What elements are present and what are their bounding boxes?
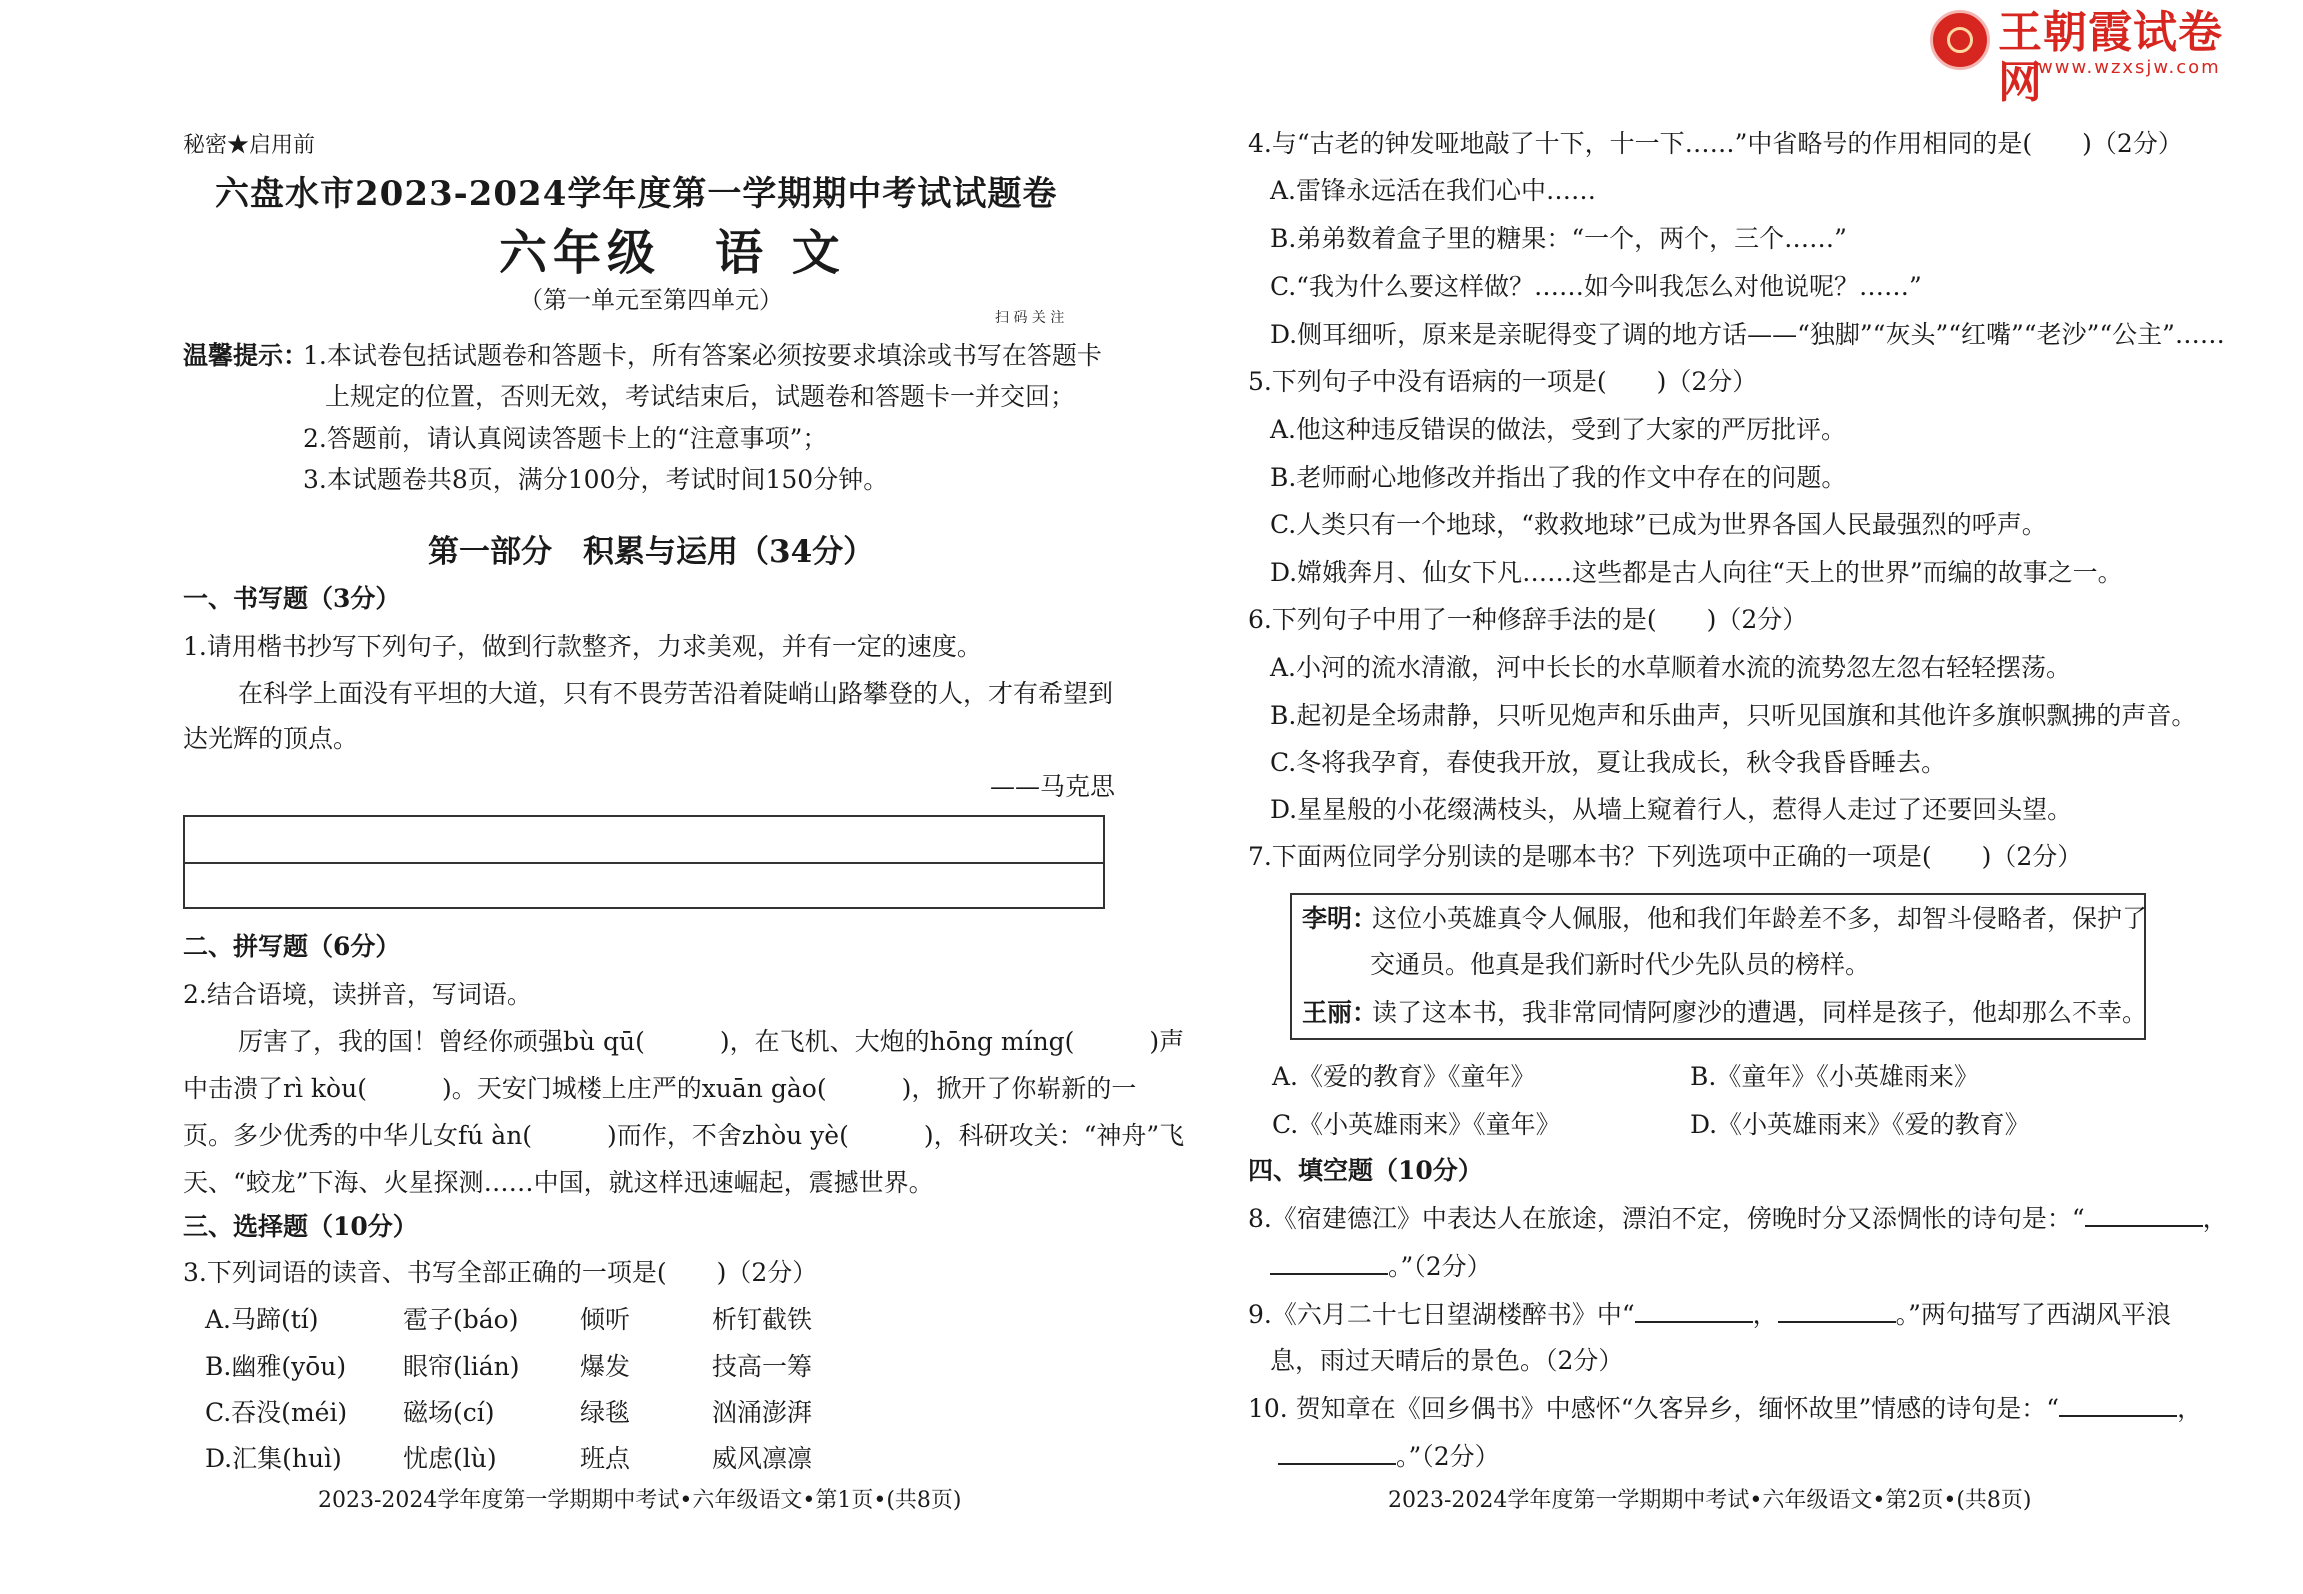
scan-follow-label: 扫 码 关 注 xyxy=(995,310,1065,326)
tip-line: 1.本试卷包括试题卷和答题卡，所有答案必须按要求填涂或书写在答题卡 xyxy=(303,341,1102,370)
q3-option-word: 眼帘(lián) xyxy=(403,1352,520,1381)
q6-option-d[interactable]: D.星星般的小花缀满枝头，从墙上窥着行人，惹得人走过了还要回头望。 xyxy=(1270,795,2073,824)
q5-option-d[interactable]: D.嫦娥奔月、仙女下凡……这些都是古人向往“天上的世界”而编的故事之一。 xyxy=(1270,558,2123,587)
q4-option-d[interactable]: D.侧耳细听，原来是亲昵得变了调的地方话——“独脚”“灰头”“红嘴”“老沙”“公主”…… xyxy=(1270,320,2225,349)
section1-heading: 一、书写题（3分） xyxy=(183,584,401,613)
q6-option-a[interactable]: A.小河的流水清澈，河中长长的水草顺着水流的流势忽左忽右轻轻摆荡。 xyxy=(1270,653,2072,682)
part1-heading: 第一部分 积累与运用（34分） xyxy=(428,534,875,570)
q9-comma: ， xyxy=(1752,1300,1778,1329)
q3-option-b[interactable]: B.幽雅(yōu) xyxy=(205,1352,347,1381)
q3-option-word: 汹涌澎湃 xyxy=(712,1398,813,1427)
q3-option-word: 雹子(báo) xyxy=(403,1305,519,1334)
section3-heading: 三、选择题（10分） xyxy=(183,1212,418,1241)
q8-blank[interactable] xyxy=(1270,1251,1388,1275)
question-5: 5.下列句子中没有语病的一项是( )（2分） xyxy=(1248,367,1758,396)
tips-label: 温馨提示： xyxy=(183,341,309,370)
q10-comma: ， xyxy=(2177,1394,2203,1423)
q3-option-word: 忧虑(lù) xyxy=(403,1444,497,1473)
q4-option-a[interactable]: A.雷锋永远活在我们心中…… xyxy=(1270,176,1597,205)
q1-quote-line: 在科学上面没有平坦的大道，只有不畏劳苦沿着陡峭山路攀登的人，才有希望到 xyxy=(238,679,1114,708)
q9-line-2: 息，雨过天晴后的景色。（2分） xyxy=(1270,1346,1624,1375)
q4-option-c[interactable]: C.“我为什么要这样做？……如今叫我怎么对他说呢？……” xyxy=(1270,272,1922,301)
logo-url: www.wzxsjw.com xyxy=(2038,57,2221,78)
q7-liming-text: 这位小英雄真令人佩服，他和我们年龄差不多，却智斗侵略者，保护了 xyxy=(1372,904,2148,933)
question-3: 3.下列词语的读音、书写全部正确的一项是( )（2分） xyxy=(183,1258,818,1287)
q2-passage-line: 中击溃了rì kòu( )。天安门城楼上庄严的xuān gào( )，掀开了你崭新的一 xyxy=(183,1074,1137,1103)
q1-author: ——马克思 xyxy=(990,772,1116,801)
question-2: 2.结合语境，读拼音，写词语。 xyxy=(183,980,532,1009)
q10-tail: 。”（2分） xyxy=(1396,1442,1500,1471)
q2-passage-line: 天、“蛟龙”下海、火星探测……中国，就这样迅速崛起，震撼世界。 xyxy=(183,1168,934,1197)
q3-option-a[interactable]: A.马蹄(tí) xyxy=(205,1305,319,1334)
q2-passage-line: 页。多少优秀的中华儿女fú àn( )而作，不舍zhòu yè( )，科研攻关：“神舟”飞 xyxy=(183,1121,1185,1150)
question-8 xyxy=(1248,1202,2228,1236)
q3-option-c[interactable]: C.吞没(méi) xyxy=(205,1398,348,1427)
q10-blank[interactable] xyxy=(1278,1441,1396,1465)
q5-option-a[interactable]: A.他这种违反错误的做法，受到了大家的严厉批评。 xyxy=(1270,415,1847,444)
section2-heading: 二、拼写题（6分） xyxy=(183,932,401,961)
q3-option-word: 技高一筹 xyxy=(712,1352,813,1381)
logo-emblem-icon xyxy=(1930,10,1990,70)
page1-footer: 2023-2024学年度第一学期期中考试•六年级语文•第1页•(共8页) xyxy=(318,1488,962,1513)
q8-blank[interactable] xyxy=(2085,1203,2203,1227)
q1-quote-line: 达光辉的顶点。 xyxy=(183,724,359,753)
logo-title: 王朝霞试卷网 xyxy=(1998,7,2223,108)
q3-option-word: 威风凛凛 xyxy=(712,1444,813,1473)
q10-blank[interactable] xyxy=(2059,1393,2177,1417)
q7-option-d[interactable]: D.《小英雄雨来》《爱的教育》 xyxy=(1690,1110,2030,1139)
question-10 xyxy=(1248,1392,2202,1426)
question-4: 4.与“古老的钟发哑地敲了十下，十一下……”中省略号的作用相同的是( )（2分） xyxy=(1248,129,2183,158)
q8-text: 8.《宿建德江》中表达人在旅途，漂泊不定，傍晚时分又添惆怅的诗句是：“ xyxy=(1248,1204,2085,1233)
q3-option-d[interactable]: D.汇集(huì) xyxy=(205,1444,342,1473)
question-7: 7.下面两位同学分别读的是哪本书？下列选项中正确的一项是( )（2分） xyxy=(1248,842,2083,871)
tip-line: 2.答题前，请认真阅读答题卡上的“注意事项”； xyxy=(303,424,828,453)
handwriting-box[interactable] xyxy=(183,815,1105,909)
page2-footer: 2023-2024学年度第一学期期中考试•六年级语文•第2页•(共8页) xyxy=(1388,1488,2032,1513)
site-logo xyxy=(1930,7,2230,108)
q9-tail: 。”两句描写了西湖风平浪 xyxy=(1895,1300,2171,1329)
q5-option-b[interactable]: B.老师耐心地修改并指出了我的作文中存在的问题。 xyxy=(1270,463,1847,492)
q9-blank[interactable] xyxy=(1635,1299,1753,1323)
question-9 xyxy=(1248,1298,2171,1332)
q2-passage-line: 厉害了，我的国！曾经你顽强bù qū( )，在飞机、大炮的hōng míng( )声 xyxy=(238,1027,1185,1056)
q3-option-word: 爆发 xyxy=(580,1352,631,1381)
q10-text: 10. 贺知章在《回乡偶书》中感怀“久客异乡，缅怀故里”情感的诗句是：“ xyxy=(1248,1394,2060,1423)
q4-option-b[interactable]: B.弟弟数着盒子里的糖果：“一个，两个，三个……” xyxy=(1270,224,1847,253)
q6-option-b[interactable]: B.起初是全场肃静，只听见炮声和乐曲声，只听见国旗和其他许多旗帜飘拂的声音。 xyxy=(1270,701,2197,730)
question-1: 1.请用楷书抄写下列句子，做到行款整齐，力求美观，并有一定的速度。 xyxy=(183,632,982,661)
q9-text: 9.《六月二十七日望湖楼醉书》中“ xyxy=(1248,1300,1635,1329)
exam-title: 六盘水市2023-2024学年度第一学期期中考试试题卷 xyxy=(215,174,1058,214)
q3-option-word: 倾听 xyxy=(580,1305,631,1334)
exam-scope: （第一单元至第四单元） xyxy=(519,286,783,314)
q8-tail: 。”（2分） xyxy=(1388,1252,1492,1281)
q3-option-word: 班点 xyxy=(580,1444,631,1473)
tip-line: 上规定的位置，否则无效，考试结束后，试题卷和答题卡一并交回； xyxy=(325,382,1076,411)
tip-line: 3.本试题卷共8页，满分100分，考试时间150分钟。 xyxy=(303,465,889,494)
q3-option-word: 绿毯 xyxy=(580,1398,631,1427)
q8-comma: ， xyxy=(2202,1204,2228,1233)
secret-label: 秘密★启用前 xyxy=(183,133,316,158)
q7-option-c[interactable]: C.《小英雄雨来》《童年》 xyxy=(1272,1110,1561,1139)
q6-option-c[interactable]: C.冬将我孕育，春使我开放，夏让我成长，秋令我昏昏睡去。 xyxy=(1270,748,1947,777)
q5-option-c[interactable]: C.人类只有一个地球，“救救地球”已成为世界各国人民最强烈的呼声。 xyxy=(1270,510,2047,539)
q7-wangli-name: 王丽： xyxy=(1302,998,1378,1027)
q7-option-b[interactable]: B.《童年》《小英雄雨来》 xyxy=(1690,1062,1979,1091)
q7-liming-text: 交通员。他真是我们新时代少先队员的榜样。 xyxy=(1370,950,1871,979)
q7-wangli-text: 读了这本书，我非常同情阿廖沙的遭遇，同样是孩子，他却那么不幸。 xyxy=(1372,998,2148,1027)
q9-blank[interactable] xyxy=(1778,1299,1896,1323)
q7-liming-name: 李明： xyxy=(1302,904,1378,933)
q10-line-2 xyxy=(1278,1440,1500,1474)
q3-option-word: 析钉截铁 xyxy=(712,1305,813,1334)
q7-option-a[interactable]: A.《爱的教育》《童年》 xyxy=(1272,1062,1536,1091)
q3-option-word: 磁场(cí) xyxy=(403,1398,495,1427)
q8-line-2 xyxy=(1270,1250,1492,1284)
question-6: 6.下列句子中用了一种修辞手法的是( )（2分） xyxy=(1248,605,1808,634)
section4-heading: 四、填空题（10分） xyxy=(1248,1156,1483,1185)
exam-subject: 六年级 语 文 xyxy=(499,225,846,281)
